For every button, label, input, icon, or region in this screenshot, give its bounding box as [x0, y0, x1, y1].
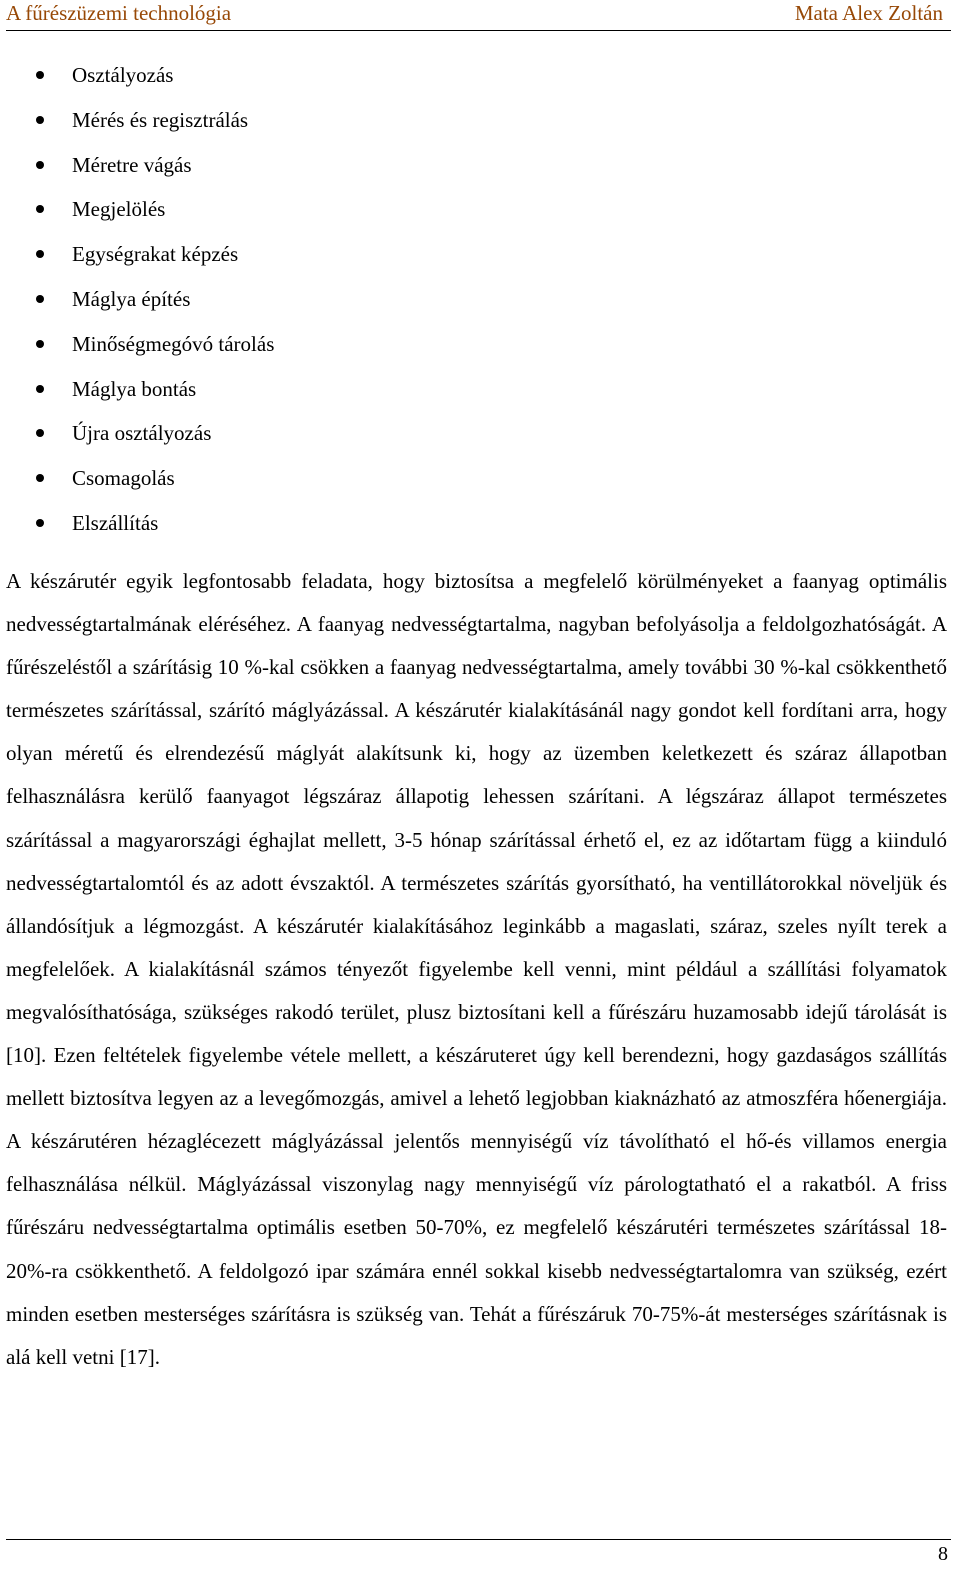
- list-item: [0, 232, 274, 277]
- process-step-list: [0, 53, 274, 546]
- list-item: [0, 143, 274, 188]
- list-item: [0, 98, 274, 143]
- list-item-label: Osztályozás: [72, 63, 174, 87]
- bullet-icon: [36, 116, 44, 124]
- bullet-icon: [36, 429, 44, 437]
- bullet-icon: [36, 250, 44, 258]
- bullet-icon: [36, 295, 44, 303]
- list-item: [0, 187, 274, 232]
- bullet-icon: [36, 161, 44, 169]
- list-item-label: Elszállítás: [72, 510, 159, 535]
- list-item-label: Egységrakat képzés: [72, 242, 239, 267]
- header-author: Mata Alex Zoltán: [794, 1, 943, 25]
- bullet-icon: [36, 71, 44, 79]
- list-item: [0, 367, 274, 412]
- list-item: [0, 53, 274, 98]
- list-item: [0, 456, 274, 501]
- list-item-label: Minőségmegóvó tárolás: [72, 331, 275, 356]
- list-item-label: Mérés és regisztrálás: [72, 107, 249, 132]
- list-item-label: Csomagolás: [72, 466, 175, 491]
- page-number: 8: [938, 1543, 948, 1565]
- list-item: [0, 277, 274, 322]
- list-item-label: Újra osztályozás: [72, 421, 212, 446]
- body-paragraph: A készárutér egyik legfontosabb feladata, hogy biztosítsa a megfelelő körülményeket a faanyag optimális nedvességtartalmának eléréséhez. A faanyag nedvességtartalma, nagyban befolyásolja a feldolgozhatóságát. A fűrészeléstől a szárításig 10 %-kal csökken a faanyag nedvességtartalma, amely további 30 %-kal csökkenthető természetes szárítással, szárító máglyázással. A készárutér kialakításánál nagy gondot kell fordítani arra, hogy olyan méretű és elrendezésű máglyát alakítsunk ki, hogy az üzemben keletkezett és száraz állapotban felhasználásra kerülő faanyagot légszáraz állapotig lehessen szárítani. A légszáraz állapot természetes szárítással a magyarországi éghajlat mellett, 3-5 hónap szárítással érhető el, ez az időtartam függ a kiinduló nedvességtartalomtól és az adott évszaktól. A természetes szárítás gyorsítható, ha ventillátorokkal növeljük és állandósítjuk a légmozgást. A készárutér kialakításához leginkább a magaslati, száraz, szeles nyílt terek a megfelelőek. A kialakításnál számos tényezőt figyelembe kell venni, mint például a szállítási folyamatok megvalósíthatósága, szükséges rakodó terület, plusz biztosítani kell a fűrészáru huzamosabb idejű tárolását is [10]. Ezen feltételek figyelembe vétele mellett, a készáruteret úgy kell berendezni, hogy gazdaságos szállítás mellett biztosítva legyen az a levegőmozgás, amivel a lehető legjobban kiaknázható az atmoszféra hőenergiája. A készárutéren hézaglécezett máglyázással jelentős mennyiségű víz távolítható el hő-és villamos energia felhasználása nélkül. Máglyázással viszonylag nagy mennyiségű víz párologtatható el a rakatból. A friss fűrészáru nedvességtartalma optimális esetben 50-70%, ez megfelelő készárutéri természetes szárítással 18-20%-ra csökkenthető. A feldolgozó ipar számára ennél sokkal kisebb nedvességtartalomra van szükség, ezért minden esetben mesterséges szárításra is szükség van. Tehát a fűrészáruk 70-75%-át mesterséges szárításnak is alá kell vetni [17].: [6, 569, 947, 1369]
- list-item-label: Máglya bontás: [72, 376, 197, 401]
- list-item-label: Méretre vágás: [72, 152, 192, 177]
- bullet-icon: [36, 340, 44, 348]
- bullet-icon: [36, 519, 44, 527]
- list-item: [0, 322, 274, 367]
- list-item-label: Megjelölés: [72, 197, 166, 222]
- bullet-icon: [36, 385, 44, 393]
- list-item-label: Máglya építés: [72, 286, 191, 311]
- footer-divider: [6, 1539, 951, 1540]
- header-title: A fűrészüzemi technológia: [6, 1, 232, 25]
- list-item: [0, 411, 274, 456]
- list-item: [0, 501, 274, 546]
- bullet-icon: [36, 205, 44, 213]
- page-header: [6, 0, 951, 31]
- bullet-icon: [36, 474, 44, 482]
